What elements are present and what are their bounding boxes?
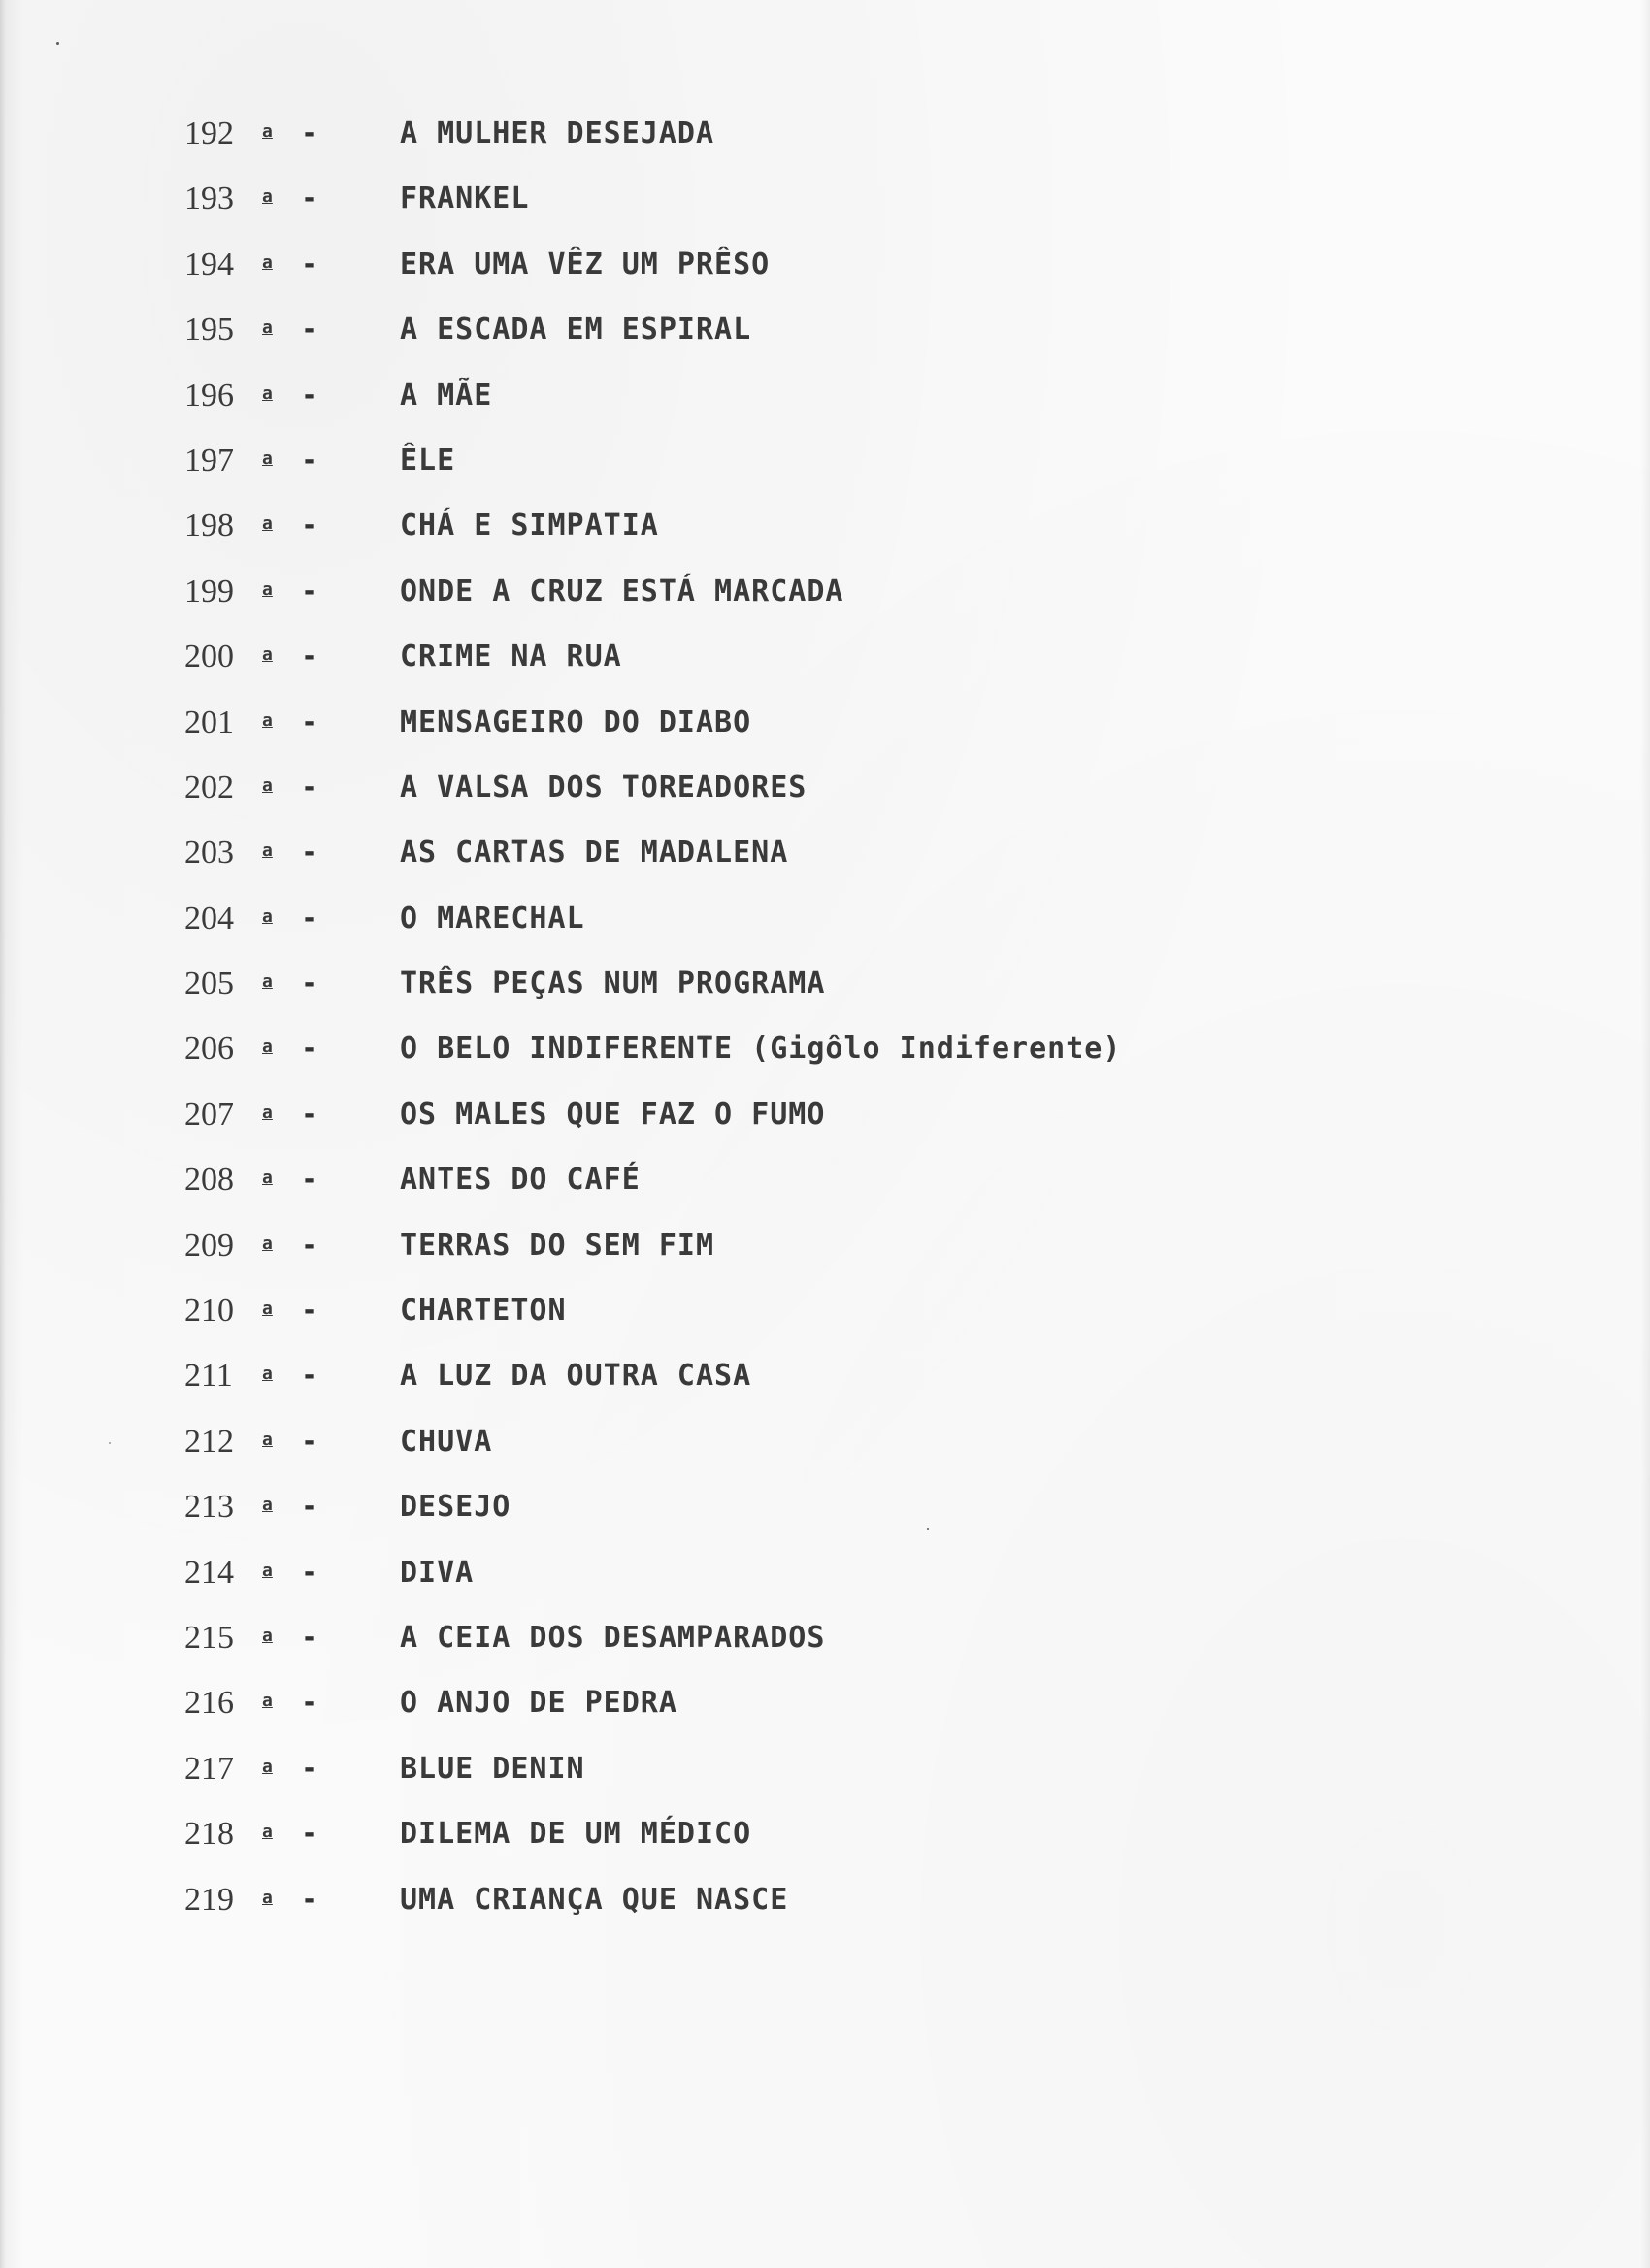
entry-dash: -	[301, 1097, 319, 1132]
entry-title: A ESCADA EM ESPIRAL	[400, 312, 752, 347]
entry-number: 199	[184, 573, 234, 609]
entry-number: 214	[184, 1554, 234, 1591]
entry-number: 218	[184, 1816, 234, 1853]
entry-title: O BELO INDIFERENTE (Gigôlo Indiferente)	[400, 1032, 1122, 1067]
ink-speck	[109, 1442, 111, 1444]
entry-number: 196	[184, 377, 234, 413]
list-item	[184, 572, 1446, 637]
ordinal-mark: a	[262, 1691, 273, 1712]
entry-dash: -	[301, 1228, 319, 1263]
entry-dash: -	[301, 116, 319, 150]
entry-dash: -	[301, 1686, 319, 1721]
entry-number: 194	[184, 246, 234, 282]
entry-dash: -	[301, 770, 319, 805]
ordinal-mark: a	[262, 905, 273, 927]
entry-number: 205	[184, 966, 234, 1003]
entry-number: 206	[184, 1031, 234, 1068]
entry-title: DESEJO	[400, 1490, 512, 1525]
entry-dash: -	[301, 1359, 319, 1394]
entry-dash: -	[301, 181, 319, 216]
entry-title: CRIME NA RUA	[400, 640, 622, 674]
entry-title: O MARECHAL	[400, 901, 585, 936]
entry-dash: -	[301, 312, 319, 347]
entry-title: AS CARTAS DE MADALENA	[400, 836, 789, 871]
entry-dash: -	[301, 443, 319, 477]
entry-number: 216	[184, 1685, 234, 1722]
ordinal-mark: a	[262, 1887, 273, 1908]
list-item	[184, 1487, 1446, 1552]
ordinal-mark: a	[262, 578, 273, 600]
entry-number: 192	[184, 115, 234, 151]
ordinal-mark: a	[262, 1495, 273, 1516]
entry-title: A VALSA DOS TOREADORES	[400, 770, 808, 805]
entry-title: OS MALES QUE FAZ O FUMO	[400, 1097, 826, 1132]
entry-dash: -	[301, 1490, 319, 1525]
entry-dash: -	[301, 705, 319, 740]
entry-title: UMA CRIANÇA QUE NASCE	[400, 1882, 789, 1917]
ordinal-mark: a	[262, 1822, 273, 1843]
entry-number: 209	[184, 1227, 234, 1264]
list-item	[184, 1029, 1446, 1094]
list-item	[184, 1226, 1446, 1291]
entry-number: 195	[184, 312, 234, 348]
entry-number: 211	[184, 1358, 233, 1395]
entry-dash: -	[301, 1424, 319, 1459]
list-item	[184, 964, 1446, 1029]
entry-title: FRANKEL	[400, 181, 530, 216]
entry-dash: -	[301, 901, 319, 936]
entry-title: MENSAGEIRO DO DIABO	[400, 705, 752, 740]
entry-dash: -	[301, 378, 319, 412]
entry-title: CHARTETON	[400, 1294, 567, 1329]
entry-dash: -	[301, 1817, 319, 1852]
ordinal-mark: a	[262, 251, 273, 273]
entry-title: DIVA	[400, 1555, 475, 1590]
list-item	[184, 1356, 1446, 1421]
list-item	[184, 1880, 1446, 1945]
list-item	[184, 506, 1446, 571]
entry-number: 219	[184, 1881, 234, 1918]
ordinal-mark: a	[262, 774, 273, 796]
entry-number: 210	[184, 1293, 234, 1330]
list-item	[184, 1160, 1446, 1225]
entry-number: 200	[184, 639, 234, 675]
entry-title: DILEMA DE UM MÉDICO	[400, 1817, 752, 1852]
ordinal-mark: a	[262, 382, 273, 404]
list-item	[184, 1749, 1446, 1814]
entry-number: 203	[184, 835, 234, 871]
entry-title: ONDE A CRUZ ESTÁ MARCADA	[400, 574, 844, 608]
ordinal-mark: a	[262, 1364, 273, 1385]
entry-title: ERA UMA VÊZ UM PRÊSO	[400, 247, 771, 281]
ordinal-mark: a	[262, 1101, 273, 1123]
list-item	[184, 376, 1446, 441]
ink-speck	[56, 42, 59, 45]
list-item	[184, 637, 1446, 702]
ordinal-mark: a	[262, 1429, 273, 1450]
list-item	[184, 1814, 1446, 1879]
list-item	[184, 1683, 1446, 1748]
ordinal-mark: a	[262, 1756, 273, 1777]
list-item	[184, 441, 1446, 506]
entry-number: 198	[184, 508, 234, 544]
entry-number: 212	[184, 1423, 234, 1460]
entry-dash: -	[301, 509, 319, 543]
ordinal-mark: a	[262, 1298, 273, 1320]
entry-dash: -	[301, 967, 319, 1002]
entry-dash: -	[301, 1882, 319, 1917]
ordinal-mark: a	[262, 1625, 273, 1646]
entry-dash: -	[301, 247, 319, 281]
list-item	[184, 245, 1446, 310]
list-item	[184, 1422, 1446, 1487]
entry-number: 202	[184, 769, 234, 805]
ordinal-mark: a	[262, 840, 273, 862]
entry-title: ANTES DO CAFÉ	[400, 1163, 641, 1198]
entry-title: A MÃE	[400, 378, 493, 412]
entry-number: 193	[184, 181, 234, 217]
entry-number: 208	[184, 1162, 234, 1199]
ordinal-mark: a	[262, 1233, 273, 1254]
ordinal-mark: a	[262, 513, 273, 535]
entry-dash: -	[301, 1032, 319, 1067]
ordinal-mark: a	[262, 1560, 273, 1581]
ordinal-mark: a	[262, 317, 273, 339]
entry-dash: -	[301, 836, 319, 871]
ordinal-mark: a	[262, 447, 273, 469]
entry-title: A LUZ DA OUTRA CASA	[400, 1359, 752, 1394]
list-item	[184, 1553, 1446, 1618]
list-item	[184, 703, 1446, 768]
entry-title: A MULHER DESEJADA	[400, 116, 715, 150]
list-item	[184, 1095, 1446, 1160]
ordinal-mark: a	[262, 709, 273, 731]
entry-number: 197	[184, 442, 234, 478]
list-item	[184, 1291, 1446, 1356]
ordinal-mark: a	[262, 121, 273, 142]
entry-dash: -	[301, 1294, 319, 1329]
entry-dash: -	[301, 1620, 319, 1655]
entry-title: CHÁ E SIMPATIA	[400, 509, 659, 543]
ordinal-mark: a	[262, 971, 273, 993]
entry-dash: -	[301, 1751, 319, 1786]
list-item	[184, 768, 1446, 833]
list-item	[184, 833, 1446, 898]
ordinal-mark: a	[262, 1167, 273, 1189]
entry-title: ÊLE	[400, 443, 456, 477]
list-item	[184, 310, 1446, 375]
entry-number: 217	[184, 1750, 234, 1787]
entry-title: TERRAS DO SEM FIM	[400, 1228, 715, 1263]
page-edge-shadow	[1640, 0, 1650, 2268]
entry-number: 215	[184, 1619, 234, 1656]
entry-dash: -	[301, 640, 319, 674]
entry-title: CHUVA	[400, 1424, 493, 1459]
entry-dash: -	[301, 1555, 319, 1590]
entry-dash: -	[301, 574, 319, 608]
entry-title: BLUE DENIN	[400, 1751, 585, 1786]
ordinal-mark: a	[262, 644, 273, 666]
ordinal-mark: a	[262, 1036, 273, 1058]
entry-dash: -	[301, 1163, 319, 1198]
entry-number: 213	[184, 1489, 234, 1526]
list-item	[184, 899, 1446, 964]
list-item	[184, 1618, 1446, 1683]
entry-number: 204	[184, 900, 234, 937]
entry-title: A CEIA DOS DESAMPARADOS	[400, 1620, 826, 1655]
list-item	[184, 179, 1446, 244]
entry-number: 201	[184, 704, 234, 740]
entry-title: O ANJO DE PEDRA	[400, 1686, 677, 1721]
ordinal-mark: a	[262, 186, 273, 208]
entry-number: 207	[184, 1096, 234, 1133]
list-item	[184, 114, 1446, 179]
performance-list	[184, 114, 1446, 1945]
entry-title: TRÊS PEÇAS NUM PROGRAMA	[400, 967, 826, 1002]
